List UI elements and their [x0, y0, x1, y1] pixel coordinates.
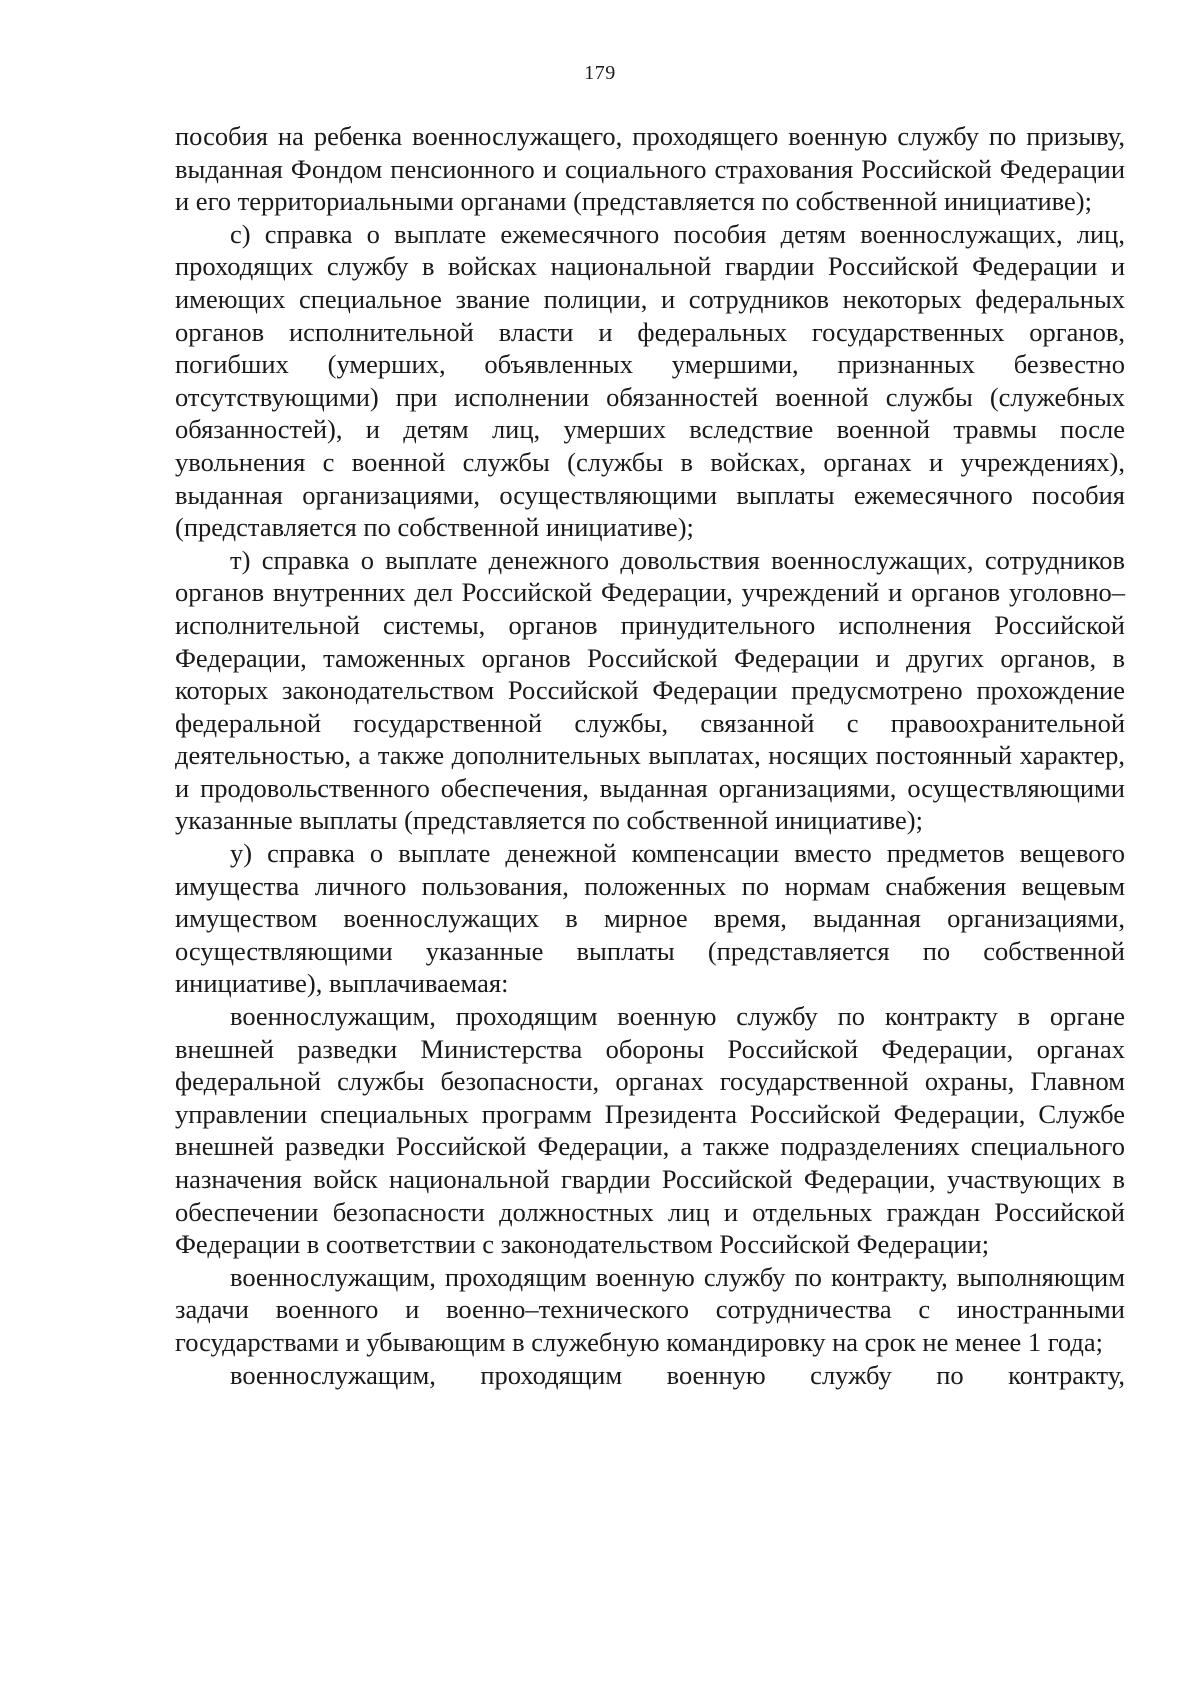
document-body — [175, 120, 1125, 1391]
paragraph-item-u: у) справка о выплате денежной компенсации вместо предметов вещевого имущества личного пользования, положенных по нормам снабжения вещевым имуществом военнослужащих в мирное время, выданная организациями, осуществляющими указанные выплаты (представляется по собственной инициативе), выплачиваемая: — [175, 838, 1125, 999]
paragraph-benefit-child-conscript: пособия на ребенка военнослужащего, проходящего военную службу по призыву, выданная Фондом пенсионного и социального страхования Российской Федерации и его территориальными органами (представляется по собственной инициативе); — [175, 121, 1125, 217]
paragraph-contract-intelligence: военнослужащим, проходящим военную службу по контракту в органе внешней разведки Министерства обороны Российской Федерации, органах федеральной службы безопасности, органах государственной охраны, Главном управлении специальных программ Президента Российской Федерации, Службе внешней разведки Российской Федерации, а также подразделениях специального назначения войск национальной гвардии Российской Федерации, участвующих в обеспечении безопасности должностных лиц и отдельных граждан Российской Федерации в соответствии с законодательством Российской Федерации; — [175, 1001, 1125, 1260]
paragraph-contract-cooperation: военнослужащим, проходящим военную службу по контракту, выполняющим задачи военного и военно–технического сотрудничества с иностранными государствами и убывающим в служебную командировку на срок не менее 1 года; — [175, 1261, 1125, 1357]
page-number: 179 — [584, 62, 616, 84]
paragraph-item-s: с) справка о выплате ежемесячного пособия детям военнослужащих, лиц, проходящих службу в войсках национальной гвардии Российской Федерации и имеющих специальное звание полиции, и сотрудников некоторых федеральных органов исполнительной власти и федеральных государственных органов, погибших (умерших, объявленных умершими, признанных безвестно отсутствующими) при исполнении обязанностей военной службы (служебных обязанностей), и детям лиц, умерших вследствие военной травмы после увольнения с военной службы (службы в войсках, органах и учреждениях), выданная организациями, осуществляющими выплаты ежемесячного пособия (представляется по собственной инициативе); — [175, 218, 1125, 543]
paragraph-contract-continued: военнослужащим, проходящим военную службу по контракту, — [230, 1359, 1125, 1390]
paragraph-item-t: т) справка о выплате денежного довольствия военнослужащих, сотрудников органов внутренних дел Российской Федерации, учреждений и органов уголовно–исполнительной системы, органов принудительного исполнения Российской Федерации, таможенных органов Российской Федерации и других органов, в которых законодательством Российской Федерации предусмотрено прохождение федеральной государственной службы, связанной с правоохранительной деятельностью, а также дополнительных выплатах, носящих постоянный характер, и продовольственного обеспечения, выданная организациями, осуществляющими указанные выплаты (представляется по собственной инициативе); — [175, 544, 1125, 836]
